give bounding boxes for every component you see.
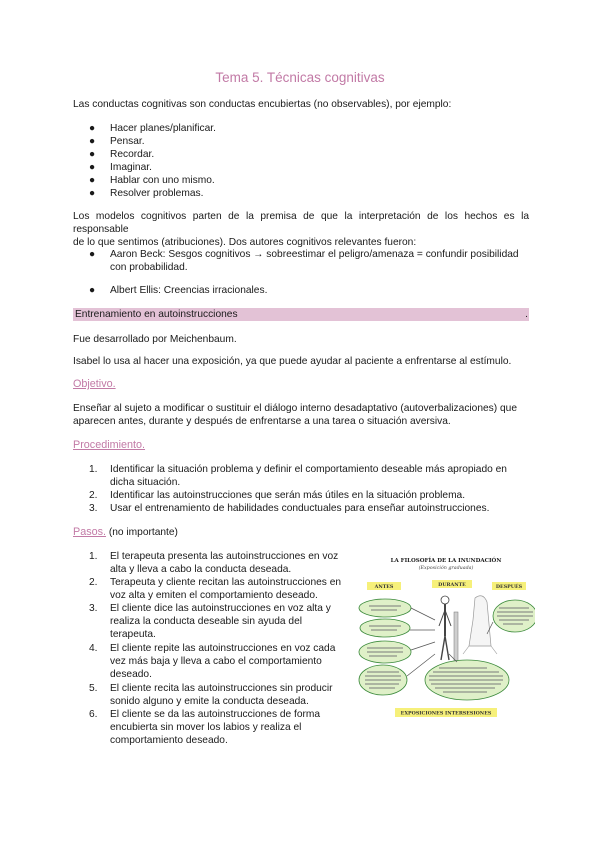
figure-footer: EXPOSICIONES INTERSESIONES xyxy=(400,710,492,717)
antes-bubble xyxy=(360,619,410,637)
models-text: Los modelos cognitivos parten de la premisa de que la interpretación de los hechos es la responsable de lo que sentimos (atribuciones). Dos autores cognitivos relevantes fueron: xyxy=(73,211,529,248)
page-title: Tema 5. Técnicas cognitivas xyxy=(215,70,385,85)
figure-title: LA FILOSOFÍA DE LA INUNDACIÓN xyxy=(390,558,502,564)
figure-despues: DESPUÉS xyxy=(495,584,523,590)
figure-subtitle: (Exposición graduada) xyxy=(418,566,474,571)
document-page: Tema 5. Técnicas cognitivas Las conductas cognitivas son conductas encubiertas (no observables), por ejemplo: ● Hacer planes/planificar. ● Pensar. ● Recordar. ● Imaginar. ● Hablar con uno mismo. ● Resolver problemas. Los modelos cognitivos parten de la premisa de que la interpretación de los hechos es la responsable de lo que sentimos (atribuciones). Dos autores cognitivos relevantes fueron: ● Aaron Beck: Sesgos cognitivos → sobreestimar el peligro/amenaza = confundir posibilidad con probabilidad. ● Albert Ellis: Creencias irracionales. Entrenamiento en autoinstrucciones . Fue desarrollado por Meichenbaum. Isabel lo usa al hacer una exposición, ya que puede ayudar al paciente a enfrentarse al estímulo. Objetivo. Enseñar al sujeto a modificar o sustituir el diálogo interno desadaptativo (autoverbalizaciones) que aparecen antes, durante y después de enfrentarse a una tarea o situación aversiva. Procedimiento. 1. Identificar la situación problema y definir el comportamiento deseable más apropiado en dicha situación. 2. Identificar las autoinstrucciones que serán más útiles en la situación problema. 3. Usar el entrenamiento de habilidades conductuales para enseñar autoinstrucciones. Pasos. (no importante) 1. El terapeuta presenta las autoinstrucciones en voz alta y lleva a cabo la conducta deseada. 2. Terapeuta y cliente recitan las autoinstrucciones en voz alta y emiten el comportamiento deseado. 3. El cliente dice las autoinstrucciones en voz alta y realiza la conducta deseable sin ayuda del terapeuta. 4. El cliente repite las autoinstrucciones en voz cada vez más baja y lleva a cabo el comportamiento deseado. 5. El cliente recita las autoinstrucciones sin producir sonido alguno y emite la conducta deseada. 6. El cliente se da las autoinstrucciones de forma encubierta sin mover los labios y realiza el comportamiento deseado. LA FILOSOFÍA DE LA INUNDACIÓN (Exposición graduada) ANTES DURANTE DESPUÉS EXPOSICIONES INTERSESIONES xyxy=(0,0,600,848)
pasos-heading: Pasos. xyxy=(73,526,107,538)
isabel-text: Isabel lo usa al hacer una exposición, ya que puede ayudar al paciente a enfrentarse al estímulo. xyxy=(73,356,512,367)
figure-durante: DURANTE xyxy=(438,582,466,588)
intro-text: Las conductas cognitivas son conductas encubiertas (no observables), por ejemplo: xyxy=(73,99,452,110)
ghost-icon xyxy=(469,596,491,646)
exposure-figure xyxy=(357,550,535,718)
procedimiento-heading: Procedimiento. xyxy=(73,439,146,451)
objetivo-text: Enseñar al sujeto a modificar o sustituir el diálogo interno desadaptativo (autoverbalizaciones) que aparecen antes, durante y después de enfrentarse a una tarea o situación aversiva. xyxy=(73,403,517,427)
person-icon xyxy=(441,596,449,604)
developed-by-text: Fue desarrollado por Meichenbaum. xyxy=(73,334,237,345)
exposure-diagram xyxy=(357,550,535,718)
pasos-note: (no importante) xyxy=(108,527,178,538)
pasos-heading-line xyxy=(73,526,178,538)
section-header: Entrenamiento en autoinstrucciones . xyxy=(75,309,528,320)
door-frame-icon xyxy=(454,612,458,662)
objetivo-heading: Objetivo. xyxy=(73,378,116,390)
antes-bubble xyxy=(359,599,411,617)
figure-antes: ANTES xyxy=(374,584,394,590)
